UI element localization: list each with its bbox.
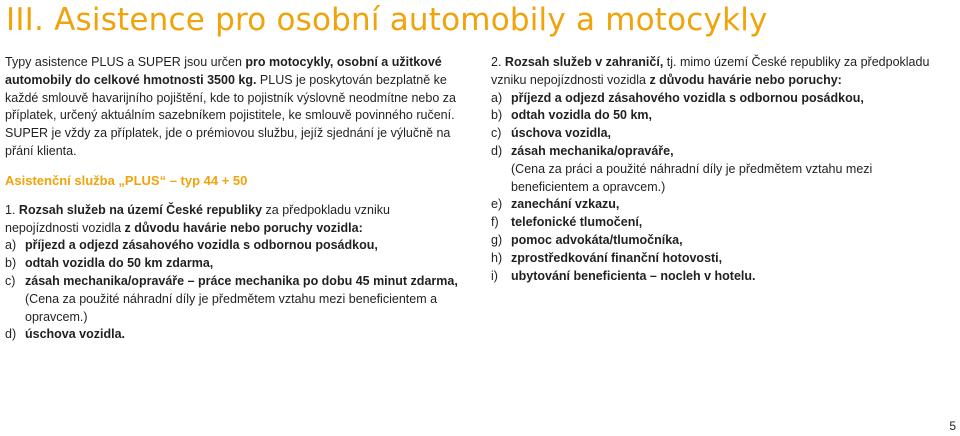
list-item — [5, 326, 465, 344]
intro-text-2: PLUS je poskytován bezplatně ke každé smlouvě havarijního pojištění, kde to pojistník výslovně neodmítne nebo za příplatek, určený aktuálním sazebníkem pojistitele, ke smlouvě povinného ručení. SUPER je vždy za příplatek, jde o prémiovou službu, jejíž sjednání je výlučně na přání klienta. — [5, 72, 456, 158]
item-letter: c) — [5, 273, 16, 288]
plus-heading: Asistenční služba „PLUS“ – typ 44 + 50 — [5, 172, 248, 188]
section-1-number: 1. — [5, 202, 16, 217]
intro-bold: pro motocykly, osobní a užitkové automobily do celkové hmotnosti 3500 kg. — [5, 55, 442, 87]
left-column — [5, 54, 465, 344]
item-letter: g) — [491, 232, 503, 247]
section-1-lead-bold-2: z důvodu havárie nebo poruchy vozidla: — [124, 220, 363, 235]
item-letter: h) — [491, 250, 503, 265]
item-letter: a) — [491, 90, 503, 105]
section-1-list — [5, 237, 465, 344]
right-column — [491, 54, 951, 285]
item-note: (Cena za práci a použité náhradní díly je předmětem vztahu mezi beneficientem a opravcem.) — [511, 161, 873, 194]
item-text: příjezd a odjezd zásahového vozidla s odbornou posádkou, — [25, 238, 378, 253]
item-text: zprostředkování finanční hotovosti, — [511, 250, 723, 265]
item-text: odtah vozidla do 50 km zdarma, — [25, 256, 214, 271]
list-item — [5, 237, 465, 255]
item-letter: d) — [491, 143, 503, 158]
item-text: ubytování beneficienta – nocleh v hotelu. — [511, 268, 756, 283]
list-item — [491, 232, 951, 250]
page-number: 5 — [949, 419, 956, 433]
item-letter: f) — [491, 215, 499, 230]
list-item — [491, 250, 951, 268]
intro-text-1: Typy asistence PLUS a SUPER jsou určen — [5, 55, 246, 69]
section-1-lead-bold: Rozsah služeb na území České republiky — [18, 202, 263, 217]
item-letter: d) — [5, 327, 17, 342]
list-item — [491, 214, 951, 232]
list-item — [491, 196, 951, 214]
section-2-lead-bold-2: z důvodu havárie nebo poruchy: — [649, 72, 842, 87]
item-text: pomoc advokáta/tlumočníka, — [511, 232, 683, 247]
section-1-lead-text: za předpokladu vzniku nepojízdnosti vozidla — [5, 202, 390, 235]
item-letter: b) — [491, 108, 503, 123]
section-2-lead — [491, 54, 951, 90]
intro-paragraph — [5, 54, 465, 161]
list-item — [5, 273, 465, 326]
item-text: zásah mechanika/opraváře – práce mechanika po dobu 45 minut zdarma, — [25, 273, 458, 288]
item-text: úschova vozidla. — [25, 327, 126, 342]
item-text: zanechání vzkazu, — [511, 197, 620, 212]
section-2-lead-text: tj. mimo území České republiky za předpokladu vzniku nepojízdnosti vozidla — [491, 55, 930, 87]
item-text: úschova vozidla, — [511, 126, 612, 141]
item-letter: e) — [491, 197, 503, 212]
list-item — [5, 255, 465, 273]
item-note: (Cena za použité náhradní díly je předmětem vztahu mezi beneficientem a opravcem.) — [25, 291, 438, 324]
item-text: odtah vozidla do 50 km, — [511, 108, 652, 123]
list-item — [491, 143, 951, 196]
list-item — [491, 107, 951, 125]
section-2-list — [491, 90, 951, 286]
section-2-lead-bold: Rozsah služeb v zahraničí, — [504, 55, 664, 69]
item-letter: a) — [5, 238, 17, 253]
section-1-lead — [5, 202, 465, 238]
item-text: telefonické tlumočení, — [511, 215, 643, 230]
item-text: příjezd a odjezd zásahového vozidla s odbornou posádkou, — [511, 90, 864, 105]
list-item — [491, 268, 951, 286]
list-item — [491, 125, 951, 143]
item-letter: i) — [491, 268, 498, 283]
list-item — [491, 90, 951, 108]
page-title: III. Asistence pro osobní automobily a motocykly — [6, 2, 768, 38]
section-2-number: 2. — [491, 55, 502, 69]
item-text: zásah mechanika/opraváře, — [511, 143, 674, 158]
item-letter: c) — [491, 126, 502, 141]
item-letter: b) — [5, 256, 17, 271]
